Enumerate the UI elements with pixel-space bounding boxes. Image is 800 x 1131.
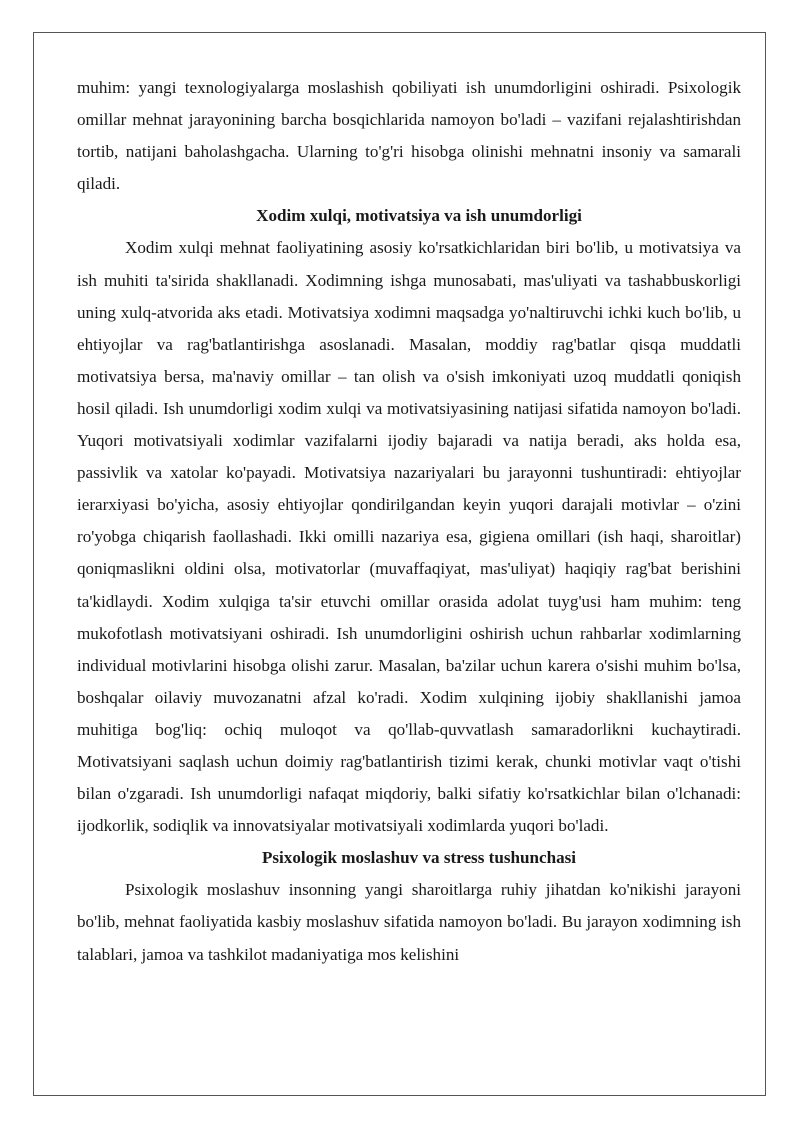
paragraph-behavior-motivation: Xodim xulqi mehnat faoliyatining asosiy ko'rsatkichlaridan biri bo'lib, u motivatsiya va ish muhiti ta'sirida shakllanadi. Xodimning ishga munosabati, mas'uliyati va tashabbuskorligi uning xulq-atvorida aks etadi. Motivatsiya xodimni maqsadga yo'naltiruvchi ichki kuch bo'lib, u ehtiyojlar va rag'batlantirishga asoslanadi. Masalan, moddiy rag'batlar qisqa muddatli motivatsiya bersa, ma'naviy omillar – tan olish va o'sish imkoniyati uzoq muddatli qoniqish hosil qiladi. Ish unumdorligi xodim xulqi va motivatsiyasining natijasi sifatida namoyon bo'ladi. Yuqori motivatsiyali xodimlar vazifalarni ijodiy bajaradi va natija beradi, aks holda esa, passivlik va xatolar ko'payadi. Motivatsiya nazariyalari bu jarayonni tushuntiradi: ehtiyojlar ierarxiyasi bo'yicha, asosiy ehtiyojlar qondirilgandan keyin yuqori darajali motivlar – o'zini ro'yobga chiqarish faollashadi. Ikki omilli nazariya esa, gigiena omillari (ish haqi, sharoitlar) qoniqmaslikni oldini olsa, motivatorlar (muvaffaqiyat, mas'uliyat) haqiqiy rag'bat berishini ta'kidlaydi. Xodim xulqiga ta'sir etuvchi omillar orasida adolat tuyg'usi ham muhim: teng mukofotlash motivatsiyani oshiradi. Ish unumdorligini oshirish uchun rahbarlar xodimlarning individual motivlarini hisobga olishi zarur. Masalan, ba'zilar uchun karera o'sishi muhim bo'lsa, boshqalar oilaviy muvozanatni afzal ko'radi. Xodim xulqining ijobiy shakllanishi jamoa muhitiga bog'liq: ochiq muloqot va qo'llab-quvvatlash samaradorlikni kuchaytiradi. Motivatsiyani saqlash uchun doimiy rag'batlantirish tizimi kerak, chunki motivlar vaqt o'tishi bilan o'zgaradi. Ish unumdorligi nafaqat miqdoriy, balki sifatiy ko'rsatkichlar bilan o'lchanadi: ijodkorlik, sodiqlik va innovatsiyalar motivatsiyali xodimlarda yuqori bo'ladi. xyxy=(77,238,741,836)
document-body xyxy=(77,72,741,971)
paragraph-adaptation-stress: Psixologik moslashuv insonning yangi sharoitlarga ruhiy jihatdan ko'nikishi jarayoni bo'lib, mehnat faoliyatida kasbiy moslashuv sifatida namoyon bo'ladi. Bu jarayon xodimning ish talablari, jamoa va tashkilot madaniyatiga mos kelishini xyxy=(77,880,741,964)
paragraph-continued: muhim: yangi texnologiyalarga moslashish qobiliyati ish unumdorligini oshiradi. Psixologik omillar mehnat jarayonining barcha bosqichlarida namoyon bo'ladi – vazifani rejalashtirishdan tortib, natijani baholashgacha. Ularning to'g'ri hisobga olinishi mehnatni insoniy va samarali qiladi. xyxy=(77,78,741,194)
section-heading-behavior-motivation: Xodim xulqi, motivatsiya va ish unumdorligi xyxy=(256,206,582,226)
section-heading-adaptation-stress: Psixologik moslashuv va stress tushunchasi xyxy=(261,848,577,868)
